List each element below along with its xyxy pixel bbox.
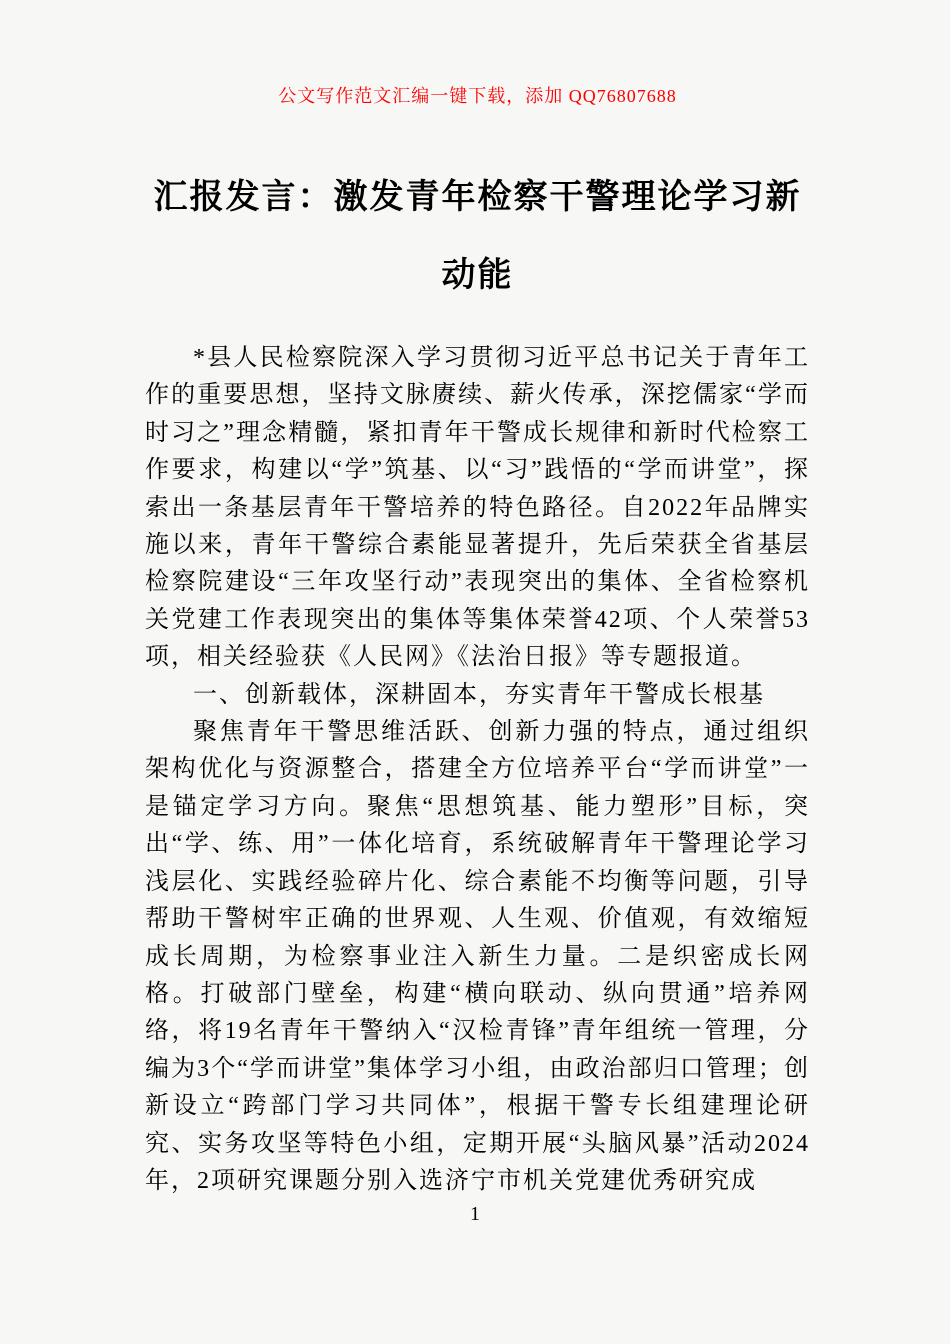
document-title bbox=[145, 158, 810, 314]
document-body bbox=[145, 340, 810, 1200]
title-line-2: 动能 bbox=[441, 256, 514, 294]
title-line-1: 汇报发言：激发青年检察干警理论学习新 bbox=[153, 178, 802, 216]
header-ad-notice: 公文写作范文汇编一键下载，添加 QQ76807688 bbox=[278, 86, 677, 106]
paragraph-section-1-body: 聚焦青年干警思维活跃、创新力强的特点，通过组织架构优化与资源整合，搭建全方位培养平台“学而讲堂”一是锚定学习方向。聚焦“思想筑基、能力塑形”目标，突出“学、练、用”一体化培育，系统破解青年干警理论学习浅层化、实践经验碎片化、综合素能不均衡等问题，引导帮助干警树牢正确的世界观、人生观、价值观，有效缩短成长周期，为检察事业注入新生力量。二是织密成长网格。打破部门壁垒，构建“横向联动、纵向贯通”培养网络，将19名青年干警纳入“汉检青锋”青年组统一管理，分编为3个“学而讲堂”集体学习小组，由政治部归口管理；创新设立“跨部门学习共同体”，根据干警专长组建理论研究、实务攻坚等特色小组，定期开展“头脑风暴”活动2024年，2项研究课题分别入选济宁市机关党建优秀研究成 bbox=[145, 719, 810, 1194]
section-heading-1: 一、创新载体，深耕固本，夯实青年干警成长根基 bbox=[193, 681, 765, 708]
paragraph-intro: *县人民检察院深入学习贯彻习近平总书记关于青年工作的重要思想，坚持文脉赓续、薪火传承，深挖儒家“学而时习之”理念精髓，紧扣青年干警成长规律和新时代检察工作要求，构建以“学”筑基、以“习”践悟的“学而讲堂”，探索出一条基层青年干警培养的特色路径。自2022年品牌实施以来，青年干警综合素能显著提升，先后荣获全省基层检察院建设“三年攻坚行动”表现突出的集体、全省检察机关党建工作表现突出的集体等集体荣誉42项、个人荣誉53项，相关经验获《人民网》《法治日报》等专题报道。 bbox=[145, 345, 810, 671]
page-number: 1 bbox=[470, 1203, 480, 1225]
